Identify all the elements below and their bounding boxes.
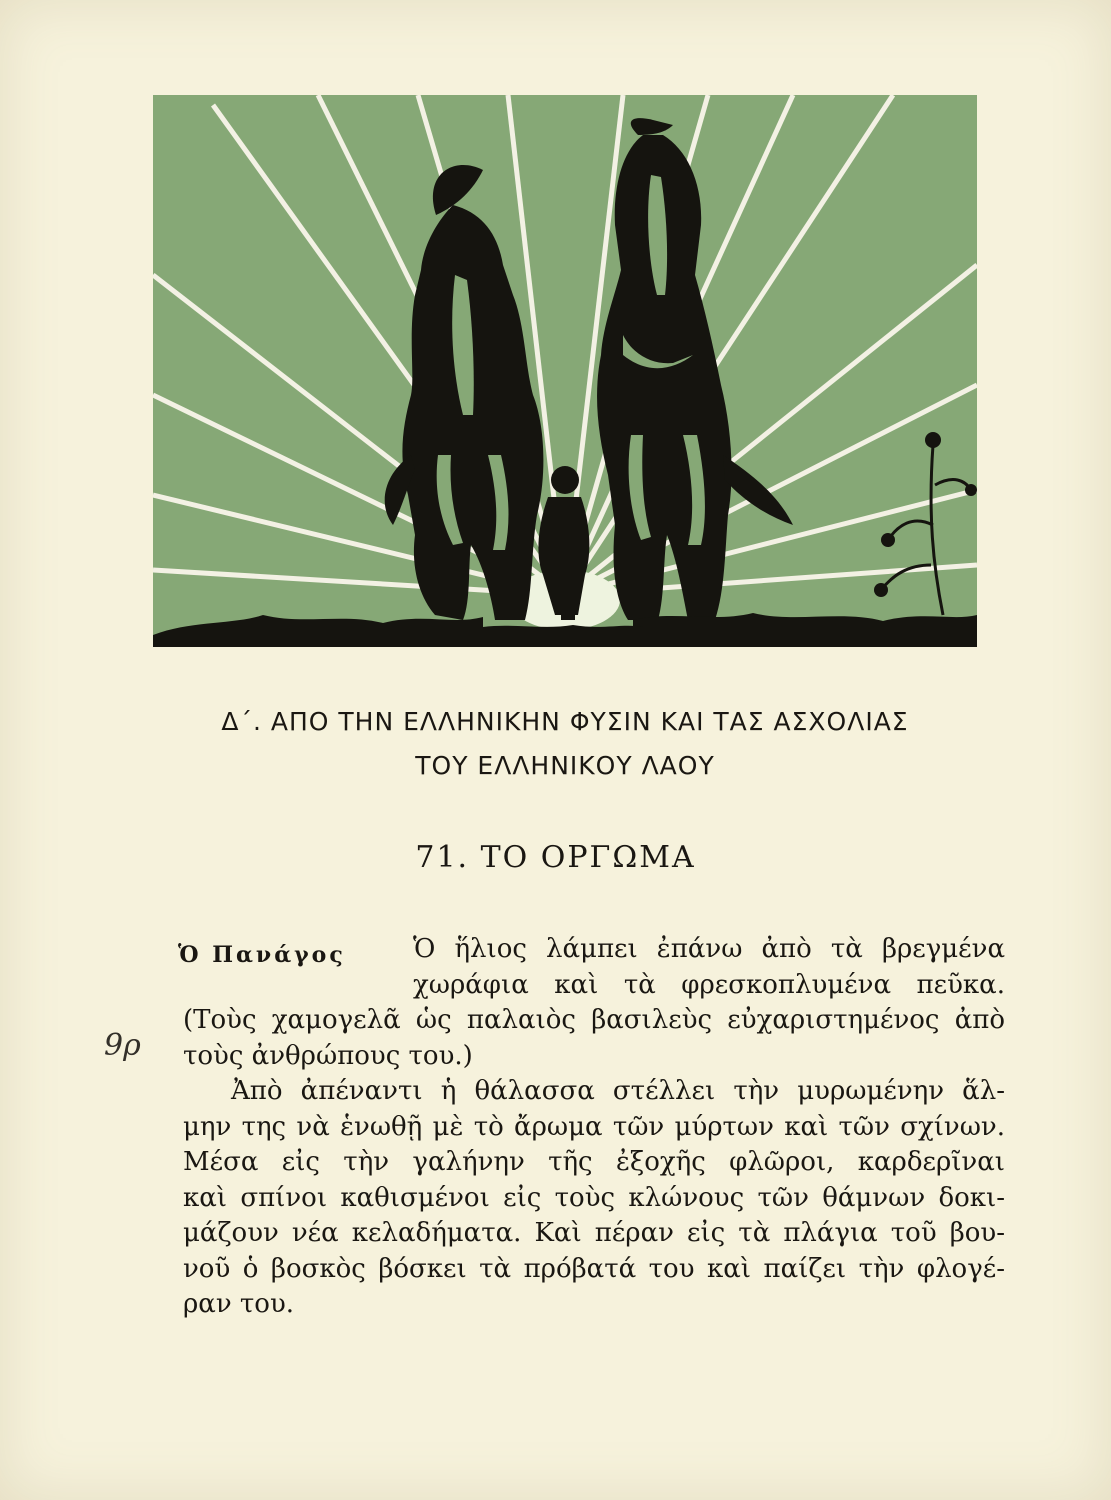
body-line-3: (Τοὺς χαμογελᾶ ὡς παλαιὸς βασιλεὺς εὐχαριστημένος ἀπὸ [183, 1005, 1005, 1035]
author-name: Ὁ Πανάγος [178, 942, 346, 968]
section-heading-line-1: Δ΄. ΑΠΟ ΤΗΝ ΕΛΛΗΝΙΚΗΝ ΦΥΣΙΝ ΚΑΙ ΤΑΣ ΑΣΧΟΛΙΑΣ [221, 707, 909, 736]
body-line-5: Ἀπὸ ἀπέναντι ἡ θάλασσα στέλλει τὴν μυρωμένην ἅλ- [231, 1076, 1005, 1106]
body-line-7: Μέσα εἰς τὴν γαλήνην τῆς ἐξοχῆς φλῶροι, καρδερῖναι [183, 1147, 1005, 1177]
chapter-title: 71. ΤΟ ΟΡΓΩΜΑ [415, 840, 696, 875]
thistle-plant [881, 445, 971, 615]
section-heading-line-2: ΤΟΥ ΕΛΛΗΝΙΚΟΥ ΛΑΟΥ [415, 751, 715, 780]
body-line-8: καὶ σπίνοι καθισμένοι εἰς τοὺς κλώνους τῶν θάμνων δοκι- [183, 1182, 1005, 1213]
plowing-illustration [153, 95, 977, 647]
body-line-2: χωράφια καὶ τὰ φρεσκοπλυμένα πεῦκα. [413, 969, 1005, 1000]
body-line-11: ραν του. [183, 1289, 295, 1319]
body-line-1: Ὁ ἥλιος λάμπει ἐπάνω ἀπὸ τὰ βρεγμένα [413, 934, 1005, 964]
body-line-9: μάζουν νέα κελαδήματα. Καὶ πέραν εἰς τὰ πλάγια τοῦ βου- [183, 1218, 1005, 1248]
body-line-4: τοὺς ἀνθρώπους του.) [183, 1040, 473, 1071]
body-line-10: νοῦ ὁ βοσκὸς βόσκει τὰ πρόβατά του καὶ παίζει τὴν φλογέ- [183, 1253, 1005, 1284]
body-line-6: μην της νὰ ἑνωθῇ μὲ τὸ ἄρωμα τῶν μύρτων καὶ τῶν σχίνων. [183, 1111, 1005, 1142]
section-heading [150, 700, 980, 788]
body-text [183, 932, 1005, 1323]
plowing-horses-illustration-icon [153, 95, 977, 647]
handwritten-margin-note: 9ρ [104, 1028, 141, 1063]
